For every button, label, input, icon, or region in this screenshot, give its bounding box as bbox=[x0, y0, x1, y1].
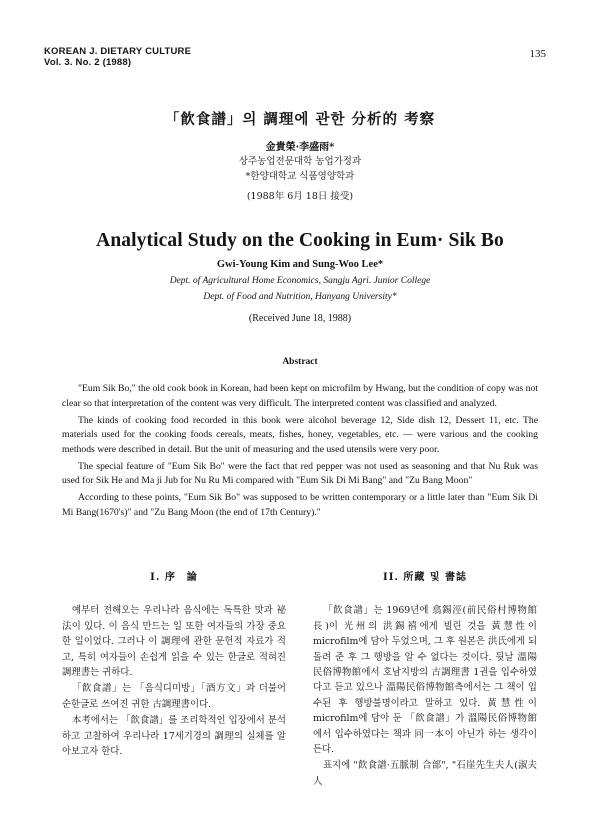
abstract-heading: Abstract bbox=[282, 357, 318, 367]
english-title: Analytical Study on the Cooking in Eum· Sik Bo bbox=[96, 230, 504, 251]
body-paragraph: 표지에 "飮食譜·五脈制 合部", "石崖先生夫人(淑夫人 bbox=[313, 760, 537, 787]
abstract-paragraph: According to these points, "Eum Sik Bo" was supposed to be written contemporary or a little later than "Eum Sik Di Mi Bang(1670's)" and "Zu Bang Moon (the end of 17th Century)." bbox=[62, 492, 538, 518]
section-heading-bibliography: II. 所藏 및 書誌 bbox=[383, 572, 467, 583]
body-paragraph: 예부터 전해오는 우리나라 음식에는 독특한 맛과 祕法이 있다. 이 음식 만드는 일 또한 여자들의 가장 중요한 일이었다. 그러나 이 調理에 관한 문헌적 자료가 적고, 특히 여자들이 손쉽게 읽을 수 있는 한글로 적혀진 調理書는 귀하다. bbox=[62, 605, 286, 679]
english-affiliation-1: Dept. of Agricultural Home Economics, Sangju Agri. Junior College bbox=[169, 276, 431, 286]
body-paragraph: 「飮食譜」는 1969년에 翕錫涇(前民俗村博物館長)이 光州의 洪錫禧에게 빌린 것을 黃慧性이 microfilm에 담아 두었으며, 그 후 원본은 洪氏에게 되돌려 준 후 그 행방을 알 수 없다는 것이다. 뒷날 溫陽 民俗博物館에서 호남지방의 古調理書 1권을 입수하였다고 듣고 있으나 溫陽民俗博物館측에서는 그 책이 입수된 후 행방불명이라고 말하고 있다. 黃慧性이 microfilm에 담아 둔 「飮食譜」가 溫陽民俗博物館에서 입수하였다는 책과 同一本이 아닌가 하는 생각이 든다. bbox=[313, 605, 537, 756]
abstract-body bbox=[62, 382, 538, 523]
korean-received-date: (1988年 6月 18日 接受) bbox=[246, 191, 354, 202]
journal-volume: Vol. 3. No. 2 (1988) bbox=[44, 57, 132, 68]
abstract-paragraph: The kinds of cooking food recorded in this book were alcohol beverage 12, Side dish 12, Dessert 11, etc. The materials used for the cooking foods cereals, meats, fishes, honey, vegetables, etc. — were various and the cooking methods were described in detail. But the unit of measuring and the used utensils were very poor. bbox=[62, 414, 538, 455]
korean-title: 「飮食譜」의 調理에 관한 分析的 考察 bbox=[164, 111, 436, 128]
abstract-paragraph: "Eum Sik Bo," the old cook book in Korean, had been kept on microfilm by Hwang, but the condition of copy was not clear so that interpretation of the content was very difficult. The interpreted content was classified and analyzed. bbox=[62, 383, 538, 409]
section-heading-introduction: I. 序 論 bbox=[150, 572, 198, 583]
english-authors: Gwi-Young Kim and Sung-Woo Lee* bbox=[216, 259, 384, 270]
body-paragraph: 本考에서는 「飮食譜」를 조리학적인 입장에서 분석하고 고찰하여 우리나라 17세기경의 調理의 실체를 알아보고자 한다. bbox=[62, 715, 286, 758]
left-column bbox=[62, 570, 286, 760]
page-number: 135 bbox=[529, 48, 546, 60]
english-received-date: (Received June 18, 1988) bbox=[248, 313, 352, 324]
korean-authors: 金貴榮·李盛雨* bbox=[265, 142, 335, 153]
journal-name: KOREAN J. DIETARY CULTURE bbox=[44, 46, 192, 57]
journal-header bbox=[44, 46, 191, 68]
korean-affiliation-2: *한양대학교 식품영양학과 bbox=[245, 171, 355, 182]
abstract-paragraph: The special feature of "Eum Sik Bo" were the fact that red pepper was not used as seasoning and that Nu Ruk was used for Sik He and Ma ji Jub for Nu Ru Mi compared with "Eum Sik Di Mi Bang" and "Zu Bang Moon" bbox=[62, 460, 538, 487]
body-paragraph: 「飮食譜」는 「음식디미방」「酒方文」과 더불어 순한글로 쓰여진 귀한 古調理書이다. bbox=[62, 683, 286, 710]
korean-affiliation-1: 상주농업전문대학 농업가정과 bbox=[238, 156, 362, 167]
english-affiliation-2: Dept. of Food and Nutrition, Hanyang University* bbox=[203, 292, 397, 302]
right-column bbox=[313, 570, 537, 790]
